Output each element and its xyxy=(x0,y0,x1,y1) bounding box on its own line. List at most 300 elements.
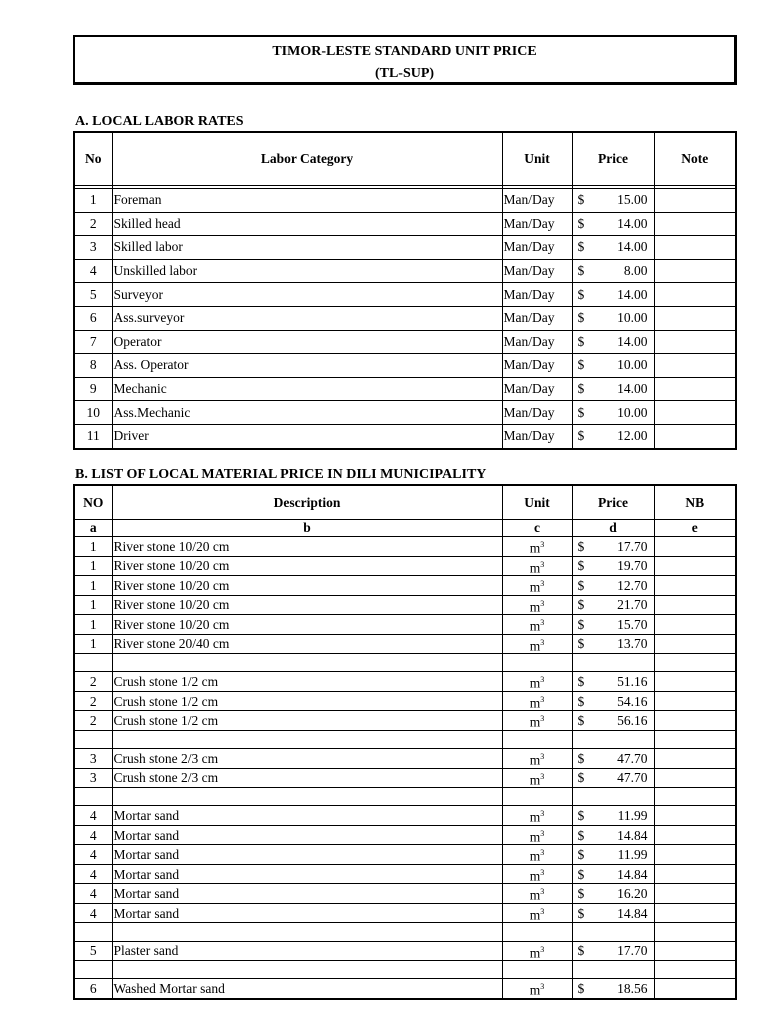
table-row xyxy=(74,711,736,731)
price-value: 16.20 xyxy=(617,886,648,902)
price-wrap xyxy=(573,558,654,573)
unit-base: m xyxy=(529,560,541,575)
price-wrap xyxy=(573,216,654,232)
empty-cell xyxy=(112,654,502,672)
header-price: Price xyxy=(572,485,654,520)
price-value: 47.70 xyxy=(617,770,648,786)
empty-cell xyxy=(502,730,572,748)
currency-symbol: $ xyxy=(577,636,585,652)
price-value: 21.70 xyxy=(617,597,648,613)
price-wrap xyxy=(573,713,654,728)
row-description: Mortar sand xyxy=(112,884,502,904)
row-price-cell xyxy=(572,884,654,904)
row-description: River stone 10/20 cm xyxy=(112,576,502,596)
row-note xyxy=(654,401,736,425)
row-price-cell xyxy=(572,672,654,692)
row-nb xyxy=(654,595,736,615)
row-price-cell xyxy=(572,595,654,615)
header-no: No xyxy=(74,132,112,186)
row-price-cell xyxy=(572,749,654,769)
price-value: 14.00 xyxy=(617,239,648,255)
unit-exponent: 3 xyxy=(540,618,545,627)
price-wrap xyxy=(573,847,654,862)
price-wrap xyxy=(573,906,654,921)
blank-row xyxy=(74,923,736,941)
currency-symbol: $ xyxy=(577,310,585,326)
empty-cell xyxy=(572,654,654,672)
row-no: 11 xyxy=(74,424,112,448)
price-value: 17.70 xyxy=(617,538,648,554)
row-unit xyxy=(502,864,572,884)
row-note xyxy=(654,259,736,283)
table-row xyxy=(74,672,736,692)
row-description: Mortar sand xyxy=(112,903,502,923)
price-wrap xyxy=(573,636,654,651)
row-no: 4 xyxy=(74,903,112,923)
empty-cell xyxy=(74,654,112,672)
currency-symbol: $ xyxy=(577,847,585,863)
row-no: 4 xyxy=(74,825,112,845)
unit-base: m xyxy=(529,772,541,788)
row-unit: Man/Day xyxy=(502,354,572,378)
row-no: 4 xyxy=(74,259,112,283)
row-price-cell xyxy=(572,615,654,635)
row-no: 4 xyxy=(74,864,112,884)
row-nb xyxy=(654,825,736,845)
table-row xyxy=(74,864,736,884)
row-price-cell xyxy=(572,354,654,378)
currency-symbol: $ xyxy=(577,886,585,902)
row-no: 1 xyxy=(74,615,112,635)
row-price-cell xyxy=(572,979,654,999)
row-price-cell xyxy=(572,424,654,448)
currency-symbol: $ xyxy=(577,808,585,824)
unit-exponent: 3 xyxy=(540,906,545,916)
row-no: 7 xyxy=(74,330,112,354)
table-subheader-row xyxy=(74,520,736,537)
currency-symbol: $ xyxy=(577,263,585,279)
unit-base: m xyxy=(529,982,541,998)
price-value: 8.00 xyxy=(623,263,648,279)
subheader-price: d xyxy=(572,520,654,537)
row-unit xyxy=(502,615,572,635)
table-row xyxy=(74,576,736,596)
unit-base: m xyxy=(529,887,541,903)
row-nb xyxy=(654,864,736,884)
blank-row xyxy=(74,961,736,979)
header-unit: Unit xyxy=(502,132,572,186)
row-description: Washed Mortar sand xyxy=(112,979,502,999)
row-labor-category: Ass.Mechanic xyxy=(112,401,502,425)
row-price-cell xyxy=(572,768,654,788)
table-row xyxy=(74,825,736,845)
price-value: 15.70 xyxy=(617,616,648,632)
subheader-nb: e xyxy=(654,520,736,537)
price-wrap xyxy=(573,287,654,303)
currency-symbol: $ xyxy=(577,357,585,373)
price-value: 14.00 xyxy=(617,286,648,302)
row-labor-category: Surveyor xyxy=(112,283,502,307)
unit-base: m xyxy=(529,752,541,768)
empty-cell xyxy=(74,923,112,941)
row-nb xyxy=(654,634,736,654)
row-unit: Man/Day xyxy=(502,283,572,307)
unit-exponent: 3 xyxy=(540,809,545,819)
blank-row xyxy=(74,654,736,672)
unit-exponent: 3 xyxy=(540,694,545,704)
empty-cell xyxy=(654,923,736,941)
price-wrap xyxy=(573,428,654,444)
unit-base: m xyxy=(529,638,541,653)
row-description: Crush stone 1/2 cm xyxy=(112,711,502,731)
row-description: River stone 10/20 cm xyxy=(112,537,502,557)
header-price: Price xyxy=(572,132,654,186)
price-value: 14.84 xyxy=(617,827,648,843)
row-price-cell xyxy=(572,401,654,425)
price-value: 11.99 xyxy=(617,808,648,824)
unit-base: m xyxy=(529,695,541,711)
unit-exponent: 3 xyxy=(540,944,545,954)
empty-cell xyxy=(572,923,654,941)
price-value: 14.00 xyxy=(617,215,648,231)
price-value: 14.84 xyxy=(617,905,648,921)
row-unit xyxy=(502,806,572,826)
row-note xyxy=(654,189,736,213)
row-note xyxy=(654,330,736,354)
table-row xyxy=(74,401,736,425)
row-no: 4 xyxy=(74,806,112,826)
currency-symbol: $ xyxy=(577,192,585,208)
row-price-cell xyxy=(572,634,654,654)
row-note xyxy=(654,354,736,378)
price-value: 13.70 xyxy=(617,636,648,652)
currency-symbol: $ xyxy=(577,558,585,574)
price-wrap xyxy=(573,694,654,709)
unit-exponent: 3 xyxy=(540,579,545,588)
row-price-cell xyxy=(572,825,654,845)
row-unit: Man/Day xyxy=(502,377,572,401)
price-wrap xyxy=(573,943,654,958)
row-labor-category: Operator xyxy=(112,330,502,354)
row-unit xyxy=(502,768,572,788)
row-nb xyxy=(654,749,736,769)
empty-cell xyxy=(502,923,572,941)
row-unit: Man/Day xyxy=(502,189,572,213)
row-price-cell xyxy=(572,537,654,557)
table-header-row xyxy=(74,485,736,520)
price-wrap xyxy=(573,192,654,208)
subheader-unit: c xyxy=(502,520,572,537)
row-unit xyxy=(502,979,572,999)
price-wrap xyxy=(573,828,654,843)
empty-cell xyxy=(112,961,502,979)
table-row xyxy=(74,691,736,711)
row-unit xyxy=(502,556,572,576)
empty-cell xyxy=(112,788,502,806)
row-unit: Man/Day xyxy=(502,401,572,425)
price-value: 54.16 xyxy=(617,693,648,709)
row-price-cell xyxy=(572,189,654,213)
row-no: 9 xyxy=(74,377,112,401)
empty-cell xyxy=(502,654,572,672)
row-price-cell xyxy=(572,864,654,884)
row-no: 1 xyxy=(74,189,112,213)
row-no: 5 xyxy=(74,283,112,307)
document-title-box xyxy=(73,35,737,85)
unit-base: m xyxy=(529,829,541,845)
row-no: 2 xyxy=(74,672,112,692)
row-price-cell xyxy=(572,556,654,576)
row-price-cell xyxy=(572,259,654,283)
unit-exponent: 3 xyxy=(540,714,545,724)
row-labor-category: Unskilled labor xyxy=(112,259,502,283)
row-unit: Man/Day xyxy=(502,212,572,236)
table-row xyxy=(74,424,736,448)
currency-symbol: $ xyxy=(577,333,585,349)
currency-symbol: $ xyxy=(577,750,585,766)
price-value: 12.70 xyxy=(617,577,648,593)
unit-exponent: 3 xyxy=(540,848,545,858)
currency-symbol: $ xyxy=(577,404,585,420)
price-wrap xyxy=(573,674,654,689)
price-value: 19.70 xyxy=(617,558,648,574)
table-row xyxy=(74,556,736,576)
row-nb xyxy=(654,556,736,576)
row-no: 5 xyxy=(74,941,112,961)
row-unit xyxy=(502,825,572,845)
document-subtitle: (TL-SUP) xyxy=(374,66,435,81)
table-row xyxy=(74,634,736,654)
row-description: River stone 10/20 cm xyxy=(112,556,502,576)
row-price-cell xyxy=(572,283,654,307)
row-price-cell xyxy=(572,236,654,260)
price-value: 12.00 xyxy=(617,428,648,444)
unit-base: m xyxy=(529,848,541,864)
row-nb xyxy=(654,845,736,865)
price-wrap xyxy=(573,239,654,255)
row-no: 3 xyxy=(74,768,112,788)
row-unit xyxy=(502,537,572,557)
row-price-cell xyxy=(572,212,654,236)
price-wrap xyxy=(573,381,654,397)
subheader-no: a xyxy=(74,520,112,537)
row-note xyxy=(654,306,736,330)
row-no: 1 xyxy=(74,634,112,654)
price-wrap xyxy=(573,867,654,882)
unit-base: m xyxy=(529,868,541,884)
row-unit xyxy=(502,691,572,711)
subheader-description: b xyxy=(112,520,502,537)
table-row xyxy=(74,537,736,557)
row-description: Crush stone 1/2 cm xyxy=(112,691,502,711)
price-wrap xyxy=(573,539,654,554)
empty-cell xyxy=(74,730,112,748)
row-price-cell xyxy=(572,711,654,731)
currency-symbol: $ xyxy=(577,286,585,302)
row-description: Mortar sand xyxy=(112,845,502,865)
table-row xyxy=(74,884,736,904)
row-unit xyxy=(502,749,572,769)
row-no: 2 xyxy=(74,711,112,731)
header-description: Description xyxy=(112,485,502,520)
price-wrap xyxy=(573,578,654,593)
row-description: Mortar sand xyxy=(112,825,502,845)
currency-symbol: $ xyxy=(577,616,585,632)
unit-exponent: 3 xyxy=(540,828,545,838)
unit-exponent: 3 xyxy=(540,637,545,647)
unit-exponent: 3 xyxy=(540,675,545,685)
currency-symbol: $ xyxy=(577,713,585,729)
row-description: Mortar sand xyxy=(112,806,502,826)
currency-symbol: $ xyxy=(577,381,585,397)
currency-symbol: $ xyxy=(577,674,585,690)
section-b-heading: B. LIST OF LOCAL MATERIAL PRICE IN DILI MUNICIPALITY xyxy=(75,467,487,482)
currency-symbol: $ xyxy=(577,943,585,959)
row-description: River stone 10/20 cm xyxy=(112,595,502,615)
row-unit: Man/Day xyxy=(502,330,572,354)
row-description: River stone 10/20 cm xyxy=(112,615,502,635)
unit-base: m xyxy=(529,599,541,614)
currency-symbol: $ xyxy=(577,905,585,921)
row-no: 2 xyxy=(74,691,112,711)
row-nb xyxy=(654,903,736,923)
price-wrap xyxy=(573,751,654,766)
table-row xyxy=(74,615,736,635)
unit-exponent: 3 xyxy=(540,540,545,549)
price-value: 11.99 xyxy=(617,847,648,863)
price-wrap xyxy=(573,310,654,326)
row-price-cell xyxy=(572,845,654,865)
table-header-row xyxy=(74,132,736,186)
header-no: NO xyxy=(74,485,112,520)
document-title: TIMOR-LESTE STANDARD UNIT PRICE xyxy=(272,44,537,59)
row-labor-category: Ass.surveyor xyxy=(112,306,502,330)
row-unit xyxy=(502,672,572,692)
currency-symbol: $ xyxy=(577,239,585,255)
currency-symbol: $ xyxy=(577,770,585,786)
row-labor-category: Mechanic xyxy=(112,377,502,401)
row-description: Mortar sand xyxy=(112,864,502,884)
row-no: 4 xyxy=(74,845,112,865)
unit-base: m xyxy=(529,907,541,923)
unit-exponent: 3 xyxy=(540,559,545,569)
row-note xyxy=(654,424,736,448)
empty-cell xyxy=(112,730,502,748)
currency-symbol: $ xyxy=(577,597,585,613)
row-description: Plaster sand xyxy=(112,941,502,961)
empty-cell xyxy=(74,961,112,979)
row-note xyxy=(654,236,736,260)
row-no: 4 xyxy=(74,884,112,904)
price-value: 14.00 xyxy=(617,381,648,397)
row-unit xyxy=(502,941,572,961)
unit-base: m xyxy=(529,809,541,825)
row-labor-category: Driver xyxy=(112,424,502,448)
unit-exponent: 3 xyxy=(540,982,545,992)
row-no: 1 xyxy=(74,537,112,557)
price-wrap xyxy=(573,617,654,632)
unit-base: m xyxy=(529,618,541,634)
row-unit: Man/Day xyxy=(502,236,572,260)
unit-exponent: 3 xyxy=(540,887,545,897)
row-unit xyxy=(502,845,572,865)
row-note xyxy=(654,377,736,401)
currency-symbol: $ xyxy=(577,538,585,554)
row-no: 2 xyxy=(74,212,112,236)
price-value: 15.00 xyxy=(617,192,648,208)
table-row xyxy=(74,768,736,788)
price-value: 51.16 xyxy=(617,674,648,690)
row-labor-category: Foreman xyxy=(112,189,502,213)
header-labor-category: Labor Category xyxy=(112,132,502,186)
currency-symbol: $ xyxy=(577,428,585,444)
price-wrap xyxy=(573,886,654,901)
price-wrap xyxy=(573,597,654,612)
table-row xyxy=(74,979,736,999)
row-nb xyxy=(654,711,736,731)
price-value: 10.00 xyxy=(617,310,648,326)
table-row xyxy=(74,354,736,378)
header-note: Note xyxy=(654,132,736,186)
row-price-cell xyxy=(572,377,654,401)
row-nb xyxy=(654,979,736,999)
price-value: 10.00 xyxy=(617,357,648,373)
row-description: River stone 20/40 cm xyxy=(112,634,502,654)
price-value: 10.00 xyxy=(617,404,648,420)
row-price-cell xyxy=(572,903,654,923)
row-no: 1 xyxy=(74,595,112,615)
price-value: 47.70 xyxy=(617,750,648,766)
table-row xyxy=(74,595,736,615)
material-price-table xyxy=(73,484,737,1000)
empty-cell xyxy=(654,961,736,979)
currency-symbol: $ xyxy=(577,981,585,997)
price-wrap xyxy=(573,357,654,373)
empty-cell xyxy=(572,730,654,748)
currency-symbol: $ xyxy=(577,866,585,882)
row-price-cell xyxy=(572,576,654,596)
empty-cell xyxy=(502,788,572,806)
row-unit: Man/Day xyxy=(502,306,572,330)
row-no: 1 xyxy=(74,556,112,576)
row-no: 6 xyxy=(74,306,112,330)
price-value: 14.00 xyxy=(617,333,648,349)
row-unit: Man/Day xyxy=(502,424,572,448)
table-row xyxy=(74,283,736,307)
row-unit xyxy=(502,634,572,654)
header-nb: NB xyxy=(654,485,736,520)
unit-exponent: 3 xyxy=(540,752,545,762)
table-row xyxy=(74,236,736,260)
row-no: 6 xyxy=(74,979,112,999)
table-row xyxy=(74,845,736,865)
section-a-heading: A. LOCAL LABOR RATES xyxy=(75,114,244,129)
price-value: 17.70 xyxy=(617,943,648,959)
row-no: 10 xyxy=(74,401,112,425)
empty-cell xyxy=(572,788,654,806)
empty-cell xyxy=(74,788,112,806)
table-row xyxy=(74,903,736,923)
row-price-cell xyxy=(572,330,654,354)
row-note xyxy=(654,283,736,307)
row-labor-category: Skilled labor xyxy=(112,236,502,260)
unit-exponent: 3 xyxy=(540,771,545,781)
table-row xyxy=(74,212,736,236)
price-wrap xyxy=(573,981,654,996)
row-description: Crush stone 2/3 cm xyxy=(112,749,502,769)
currency-symbol: $ xyxy=(577,827,585,843)
row-price-cell xyxy=(572,306,654,330)
